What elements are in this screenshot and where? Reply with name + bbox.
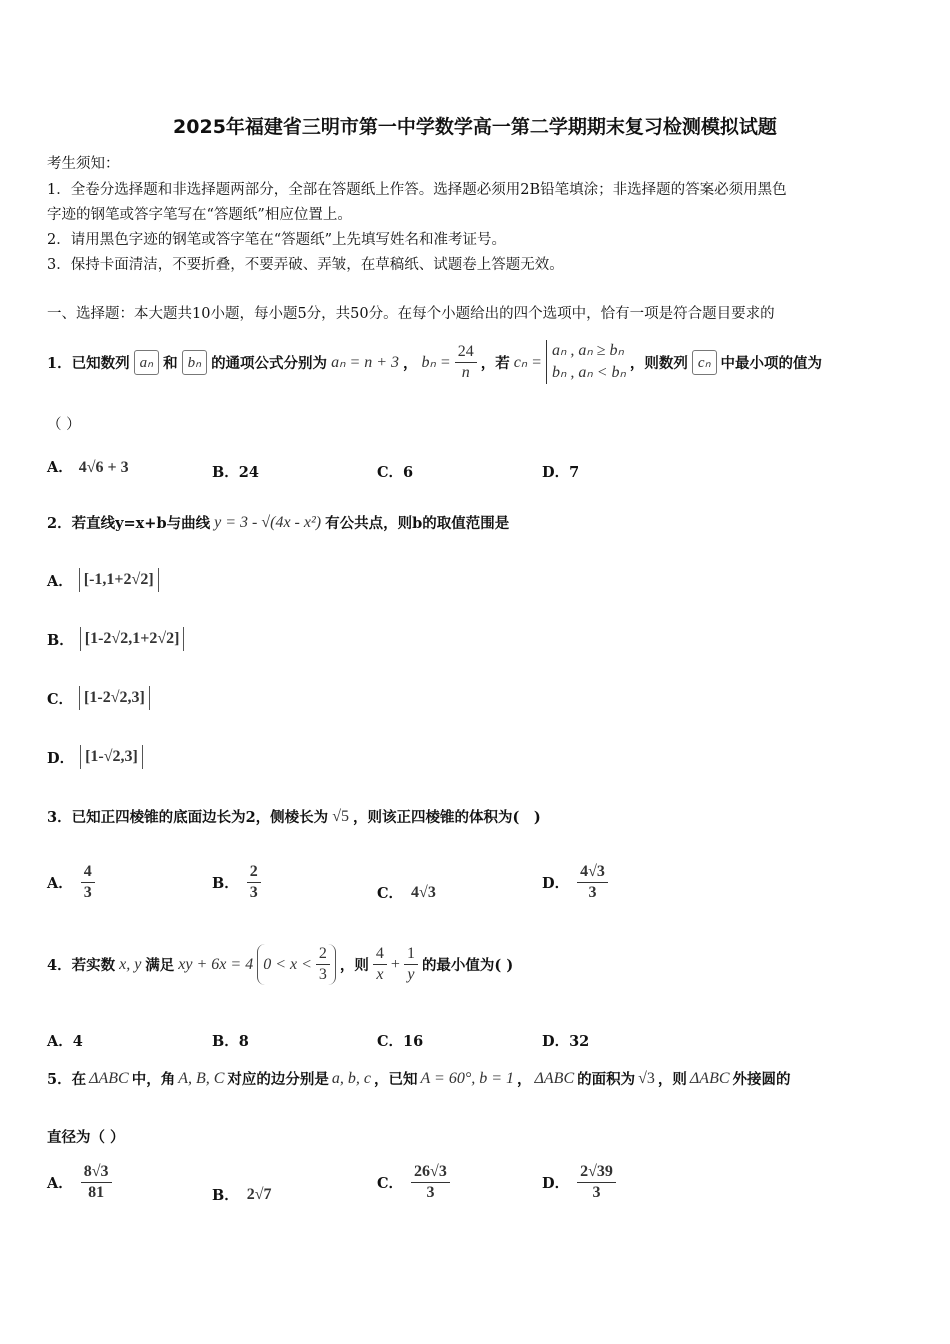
q3-text-2: ，则该正四棱锥的体积为( ) bbox=[352, 809, 541, 826]
q5-option-c-value bbox=[411, 1162, 450, 1203]
q3-option-a-value bbox=[81, 862, 95, 903]
q2-text-1: 2．若直线y=x+b与曲线 bbox=[47, 515, 211, 532]
q4-vars: x, y bbox=[119, 955, 142, 973]
q4-text-3: ，则 bbox=[339, 957, 369, 974]
q1-text-7: 中最小项的值为 bbox=[720, 354, 823, 372]
q1-frac-num: 24 bbox=[455, 342, 477, 363]
q4-plus: + bbox=[390, 955, 400, 973]
q4-option-c[interactable]: C．16 bbox=[377, 1033, 424, 1050]
q1-option-a-value: 4√6 + 3 bbox=[78, 459, 129, 476]
q5-text-5: ， bbox=[517, 1071, 532, 1088]
question-3 bbox=[47, 806, 541, 827]
q3-text-1: 3．已知正四棱锥的底面边长为2，侧棱长为 bbox=[47, 809, 329, 826]
q5-option-d[interactable] bbox=[542, 1162, 616, 1203]
q3-option-d-value bbox=[577, 862, 608, 903]
q4-option-b[interactable]: B．8 bbox=[212, 1033, 249, 1050]
q2-option-a-label: A． bbox=[47, 572, 73, 590]
q1-seq-b: bₙ bbox=[182, 350, 207, 375]
q5-area: √3 bbox=[638, 1069, 655, 1087]
q3-option-b-label: B． bbox=[212, 875, 239, 892]
q1-text-1: 1．已知数列 bbox=[47, 354, 130, 372]
q1-text-3: 的通项公式分别为 bbox=[211, 354, 328, 372]
q1-formula-b-fraction bbox=[455, 342, 477, 383]
q5-triangle-2: ΔABC bbox=[534, 1069, 575, 1087]
q2-text-2: 有公共点，则b的取值范围是 bbox=[325, 515, 510, 532]
question-2 bbox=[47, 512, 509, 533]
q1-piecewise bbox=[546, 340, 626, 384]
q5-option-b[interactable] bbox=[212, 1184, 272, 1205]
notice-item-3: 3．保持卡面清洁，不要折叠，不要弄破、弄皱，在草稿纸、试题卷上答题无效。 bbox=[47, 257, 564, 273]
q3-option-c[interactable] bbox=[377, 882, 436, 903]
q1-formula-b-lhs: bₙ = bbox=[421, 354, 451, 371]
q2-option-d-label: D． bbox=[47, 749, 75, 767]
q1-frac-den: n bbox=[461, 363, 470, 381]
q4-expr-2 bbox=[404, 944, 418, 985]
q4-cond-den: 3 bbox=[318, 966, 327, 983]
section-heading: 一、选择题：本大题共10小题，每小题5分，共50分。在每个小题给出的四个选项中，恰有一项是符合题目要求的 bbox=[47, 306, 775, 322]
notice-item-1: 1．全卷分选择题和非选择题两部分，全部在答题纸上作答。选择题必须用2B铅笔填涂；非选择题的答案必须用黑色 bbox=[47, 182, 787, 198]
q5-text-line2: 直径为（ ） bbox=[47, 1129, 125, 1146]
question-1 bbox=[47, 340, 822, 384]
q4-expr-1-num: 4 bbox=[373, 944, 387, 965]
q5-option-c[interactable] bbox=[377, 1162, 450, 1203]
q2-option-d-value: [1-√2,3] bbox=[80, 745, 143, 769]
q2-option-d[interactable] bbox=[47, 745, 143, 769]
q5-option-a[interactable] bbox=[47, 1162, 112, 1203]
q3-option-c-value: 4√3 bbox=[411, 883, 436, 901]
q3-d-num: 4√3 bbox=[577, 862, 608, 883]
q1-text-5: ，若 bbox=[480, 354, 510, 372]
q5-angles: A, B, C bbox=[178, 1069, 225, 1087]
q2-option-a-value: [-1,1+2√2] bbox=[79, 568, 159, 592]
q5-given: A = 60°, b = 1 bbox=[420, 1069, 515, 1087]
q4-cond-text: 0 < x < bbox=[263, 955, 312, 973]
q1-option-a[interactable] bbox=[47, 456, 129, 477]
q5-a-num: 8√3 bbox=[81, 1162, 112, 1183]
q4-cond-num: 2 bbox=[316, 944, 330, 965]
q1-text-4: ， bbox=[403, 354, 418, 372]
q4-equation: xy + 6x = 4 bbox=[178, 955, 254, 973]
q1-option-c[interactable]: C．6 bbox=[377, 464, 414, 481]
q4-text-1: 4．若实数 bbox=[47, 957, 116, 974]
q4-expr-1-den: x bbox=[376, 966, 384, 983]
q3-option-b[interactable] bbox=[212, 862, 261, 903]
q4-condition bbox=[257, 944, 336, 985]
q5-option-b-value: 2√7 bbox=[246, 1185, 272, 1203]
q5-text-2: 中，角 bbox=[131, 1071, 176, 1088]
q2-option-b-label: B． bbox=[47, 631, 74, 649]
q3-option-d-label: D． bbox=[542, 875, 570, 892]
q2-option-b-value: [1-2√2,1+2√2] bbox=[80, 627, 185, 651]
q4-expr-1 bbox=[373, 944, 387, 985]
q5-sides: a, b, c bbox=[331, 1069, 372, 1087]
q5-text-3: 对应的边分别是 bbox=[227, 1071, 329, 1088]
q1-text-6: ，则数列 bbox=[629, 354, 688, 372]
q5-text-8: 外接圆的 bbox=[732, 1071, 791, 1088]
q2-option-c-label: C． bbox=[47, 690, 74, 708]
q3-b-den: 3 bbox=[249, 884, 258, 901]
q1-answer-paren: （ ） bbox=[47, 417, 81, 433]
q1-seq-c: cₙ bbox=[692, 350, 717, 375]
q3-d-den: 3 bbox=[588, 884, 597, 901]
q2-curve: y = 3 - √(4x - x²) bbox=[214, 513, 322, 531]
notice-item-1-cont: 字迹的钢笔或答字笔写在“答题纸”相应位置上。 bbox=[47, 207, 352, 223]
q3-a-den: 3 bbox=[83, 884, 92, 901]
q1-text-2: 和 bbox=[163, 354, 178, 372]
q4-option-a[interactable]: A．4 bbox=[47, 1033, 83, 1050]
q4-cond-fraction bbox=[316, 944, 330, 985]
q1-option-d[interactable]: D．7 bbox=[542, 464, 580, 481]
q1-formula-c-lhs: cₙ = bbox=[513, 354, 542, 371]
q3-option-a-label: A． bbox=[47, 875, 73, 892]
q5-triangle: ΔABC bbox=[89, 1069, 129, 1087]
q3-option-b-value bbox=[247, 862, 261, 903]
q1-seq-a: aₙ bbox=[134, 350, 159, 375]
q3-option-c-label: C． bbox=[377, 885, 404, 902]
q5-d-num: 2√39 bbox=[577, 1162, 616, 1183]
q3-b-num: 2 bbox=[247, 862, 261, 883]
q5-option-a-value bbox=[81, 1162, 112, 1203]
q5-c-den: 3 bbox=[426, 1184, 435, 1201]
q1-case-1: aₙ , aₙ ≥ bₙ bbox=[551, 342, 624, 359]
q3-edge: √5 bbox=[332, 807, 349, 825]
q5-a-den: 81 bbox=[88, 1184, 105, 1201]
q5-option-a-label: A． bbox=[47, 1175, 73, 1192]
q5-d-den: 3 bbox=[592, 1184, 601, 1201]
exam-title: 2025年福建省三明市第一中学数学高一第二学期期末复习检测模拟试题 bbox=[173, 116, 777, 138]
q5-text-4: ，已知 bbox=[374, 1071, 418, 1088]
q4-text-2: 满足 bbox=[145, 957, 175, 974]
q5-option-c-label: C． bbox=[377, 1175, 404, 1192]
q5-text-1: 5．在 bbox=[47, 1071, 87, 1088]
notice-item-2: 2．请用黑色字迹的钢笔或答字笔在“答题纸”上先填写姓名和准考证号。 bbox=[47, 232, 507, 248]
q5-option-d-label: D． bbox=[542, 1175, 570, 1192]
q5-option-b-label: B． bbox=[212, 1187, 239, 1204]
q3-option-d[interactable] bbox=[542, 862, 608, 903]
q5-option-d-value bbox=[577, 1162, 616, 1203]
q2-option-a[interactable] bbox=[47, 568, 159, 592]
q3-a-num: 4 bbox=[81, 862, 95, 883]
q4-text-4: 的最小值为( ) bbox=[421, 957, 514, 974]
q5-text-7: ，则 bbox=[657, 1071, 687, 1088]
q2-option-c[interactable] bbox=[47, 686, 150, 710]
q5-c-num: 26√3 bbox=[411, 1162, 450, 1183]
q2-option-b[interactable] bbox=[47, 627, 184, 651]
q1-option-a-label: A． bbox=[47, 459, 73, 476]
q5-triangle-3: ΔABC bbox=[689, 1069, 730, 1087]
q1-case-2: bₙ , aₙ < bₙ bbox=[551, 364, 626, 381]
q4-option-d[interactable]: D．32 bbox=[542, 1033, 590, 1050]
q1-option-b[interactable]: B．24 bbox=[212, 464, 259, 481]
q3-option-a[interactable] bbox=[47, 862, 95, 903]
q4-expr-2-num: 1 bbox=[404, 944, 418, 965]
question-4 bbox=[47, 944, 513, 985]
notice-heading: 考生须知： bbox=[47, 156, 120, 172]
q1-formula-a: aₙ = n + 3 bbox=[331, 354, 400, 371]
q5-text-6: 的面积为 bbox=[577, 1071, 636, 1088]
question-5 bbox=[47, 1068, 791, 1089]
q4-expr-2-den: y bbox=[407, 966, 415, 983]
q2-option-c-value: [1-2√2,3] bbox=[79, 686, 150, 710]
